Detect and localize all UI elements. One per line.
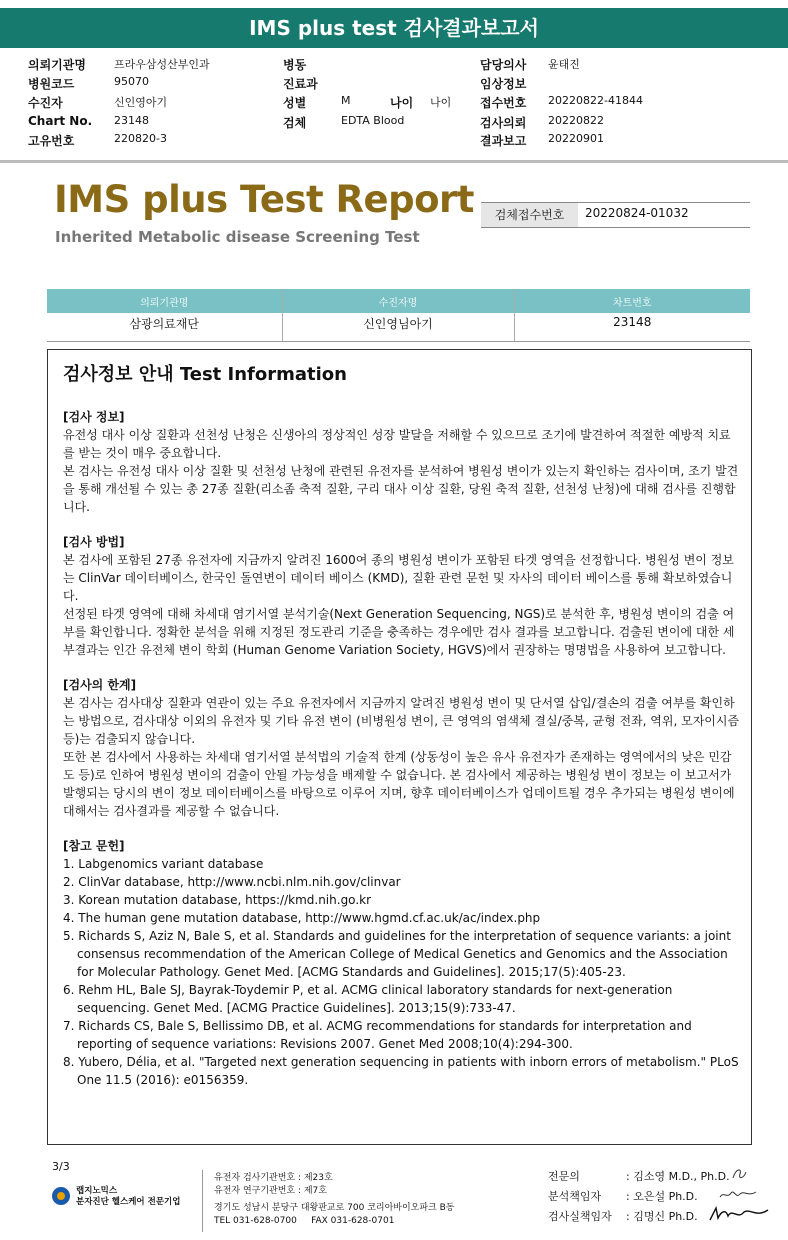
meta-row xyxy=(28,75,768,93)
section-references xyxy=(63,837,741,1089)
meta-row xyxy=(28,132,768,150)
list-item: 4. The human gene mutation database, http://www.hgmd.cf.ac.uk/ac/index.php xyxy=(63,911,541,925)
signer-row xyxy=(548,1187,730,1207)
page-number: 3/3 xyxy=(52,1160,70,1173)
signature-mark xyxy=(718,1187,758,1201)
signer-name: : 오은설 Ph.D. xyxy=(626,1190,698,1203)
section-paragraph: 선정된 타겟 영역에 대해 차세대 염기서열 분석기술(Next Generation Sequencing, NGS)로 분석한 후, 병원성 변이의 검출 여부를 확인합니다. 정확한 분석을 위해 지정된 정도관리 기준을 충족하는 경우에만 검사 결과를 보고합니다. 검출된 변이에 대한 세부결과는 인간 유전체 변이 학회 (Human Genome Variation Society, HGVS)에서 권장하는 명명법을 사용하여 보고합니다. xyxy=(63,607,735,657)
list-item: 3. Korean mutation database, https://kmd.nih.go.kr xyxy=(63,893,372,907)
meta-key: 병동 xyxy=(283,58,307,72)
company-address xyxy=(214,1202,454,1228)
license-line: 유전자 연구기관번호 : 제7호 xyxy=(214,1186,327,1196)
section-paragraph: 본 검사는 유전성 대사 이상 질환 및 선천성 난청에 관련된 유전자를 분석하여 병원성 변이가 있는지 확인하는 검사이며, 조기 발견을 통해 개선될 수 있는 총 27종 질환(리소좀 축적 질환, 구리 대사 이상 질환, 당원 축적 질환, 선천성 난청)에 대해 검사를 진행합니다. xyxy=(63,464,739,514)
list-item: 8. Yubero, Délia, et al. "Targeted next generation sequencing in patients with inborn errors of metabolism." PLoS One 11.5 (2016): e0156359. xyxy=(63,1055,739,1087)
meta-value: 20220822 xyxy=(548,114,604,127)
logo-text xyxy=(76,1186,180,1208)
meta-value: 20220901 xyxy=(548,132,604,145)
signer-row xyxy=(548,1207,730,1227)
address-line: 경기도 성남시 분당구 대왕판교로 700 코리아바이오파크 B동 xyxy=(214,1203,455,1213)
meta-key: 진료과 xyxy=(283,77,318,91)
section-paragraph: 본 검사에 포함된 27종 유전자에 지금까지 알려진 1600여 종의 병원성 변이가 포함된 타겟 영역을 선정합니다. 병원성 변이 정보는 ClinVar 데이터베이스, 한국인 돌연변이 데이터 베이스 (KMD), 질환 관련 문헌 및 자사의 데이터 베이스를 통해 확보하였습니다. xyxy=(63,553,734,603)
section-paragraph: 유전성 대사 이상 질환과 선천성 난청은 신생아의 정상적인 성장 발달을 저해할 수 있으므로 조기에 발견하여 적절한 예방적 치료를 받는 것이 매우 중요합니다. xyxy=(63,428,731,460)
phone-number: TEL 031-628-0700 xyxy=(214,1216,297,1226)
meta-key: 담당의사 xyxy=(480,58,527,72)
logo-line: 분자진단 헬스케어 전문기업 xyxy=(76,1197,181,1207)
accept-number-box xyxy=(481,202,750,228)
meta-row xyxy=(28,56,768,74)
header-divider xyxy=(0,160,788,163)
order-metadata xyxy=(28,56,768,152)
company-logo xyxy=(52,1184,192,1210)
meta-row xyxy=(28,114,768,132)
section-paragraph: 또한 본 검사에서 사용하는 차세대 염기서열 분석법의 기술적 한계 (상동성이 높은 유사 유전자가 존재하는 영역에서의 낮은 민감도 등)로 인하여 병원성 변이의 검출이 안될 가능성을 배제할 수 없습니다. 본 검사에서 제공하는 병원성 변이 정보는 이 보고서가 발행되는 당시의 변이 정보 데이터베이스를 바탕으로 이루어 지며, 향후 데이터베이스가 업데이트될 경우 추가되는 병원성 변이에 대해서는 검사결과를 제공할 수 없습니다. xyxy=(63,750,735,818)
info-heading: 검사정보 안내 Test Information xyxy=(63,364,347,385)
section-test-method xyxy=(63,533,741,659)
meta-value: 23148 xyxy=(114,114,149,127)
meta-key: 검체 xyxy=(283,116,307,130)
table-cell: 신인영님아기 xyxy=(282,313,514,341)
signatories xyxy=(548,1167,730,1227)
section-title: [참고 문헌] xyxy=(63,839,125,853)
report-banner-title: IMS plus test 검사결과보고서 xyxy=(0,8,788,48)
reference-list xyxy=(63,855,741,1089)
signer-role: 검사실책임자 xyxy=(548,1210,612,1223)
section-test-limits xyxy=(63,676,741,820)
section-title: [검사의 한계] xyxy=(63,678,137,692)
test-information-box xyxy=(47,349,752,1145)
accept-number-label: 검체접수번호 xyxy=(481,203,578,227)
patient-table-header xyxy=(47,289,750,313)
list-item: 1. Labgenomics variant database xyxy=(63,857,264,871)
report-subtitle: Inherited Metabolic disease Screening Test xyxy=(55,228,420,246)
contact-line xyxy=(214,1215,454,1228)
patient-table xyxy=(47,289,750,342)
meta-value: 220820-3 xyxy=(114,132,167,145)
meta-value: 윤태진 xyxy=(548,58,580,71)
meta-key: 임상정보 xyxy=(480,77,527,91)
column-header: 의뢰기관명 xyxy=(47,289,282,313)
signer-role: 분석책임자 xyxy=(548,1190,602,1203)
column-header: 차트번호 xyxy=(514,289,750,313)
list-item: 6. Rehm HL, Bale SJ, Bayrak-Toydemir P, et al. ACMG clinical laboratory standards for next-generation sequencing. Genet Med. [ACMG Practice Guidelines]. 2013;15(9):733-47. xyxy=(63,983,673,1015)
accept-number-value: 20220824-01032 xyxy=(585,206,689,220)
meta-key: 접수번호 xyxy=(480,96,527,110)
signer-name: : 김소영 M.D., Ph.D. xyxy=(626,1170,730,1183)
column-header: 수진자명 xyxy=(282,289,514,313)
list-item: 2. ClinVar database, http://www.ncbi.nlm.nih.gov/clinvar xyxy=(63,875,401,889)
meta-value: EDTA Blood xyxy=(341,114,405,127)
meta-value: M xyxy=(341,94,351,107)
signer-name: : 김명신 Ph.D. xyxy=(626,1210,698,1223)
table-cell: 23148 xyxy=(514,313,750,341)
table-cell: 삼광의료재단 xyxy=(47,313,282,341)
list-item: 5. Richards S, Aziz N, Bale S, et al. Standards and guidelines for the interpretation of sequence variants: a joint consensus recommendation of the American College of Medical Genetics and Genomics and the Association for Molecular Pathology. Genet Med. [ACMG Standards and Guidelines]. 2015;17(5):405-23. xyxy=(63,929,731,979)
signature-mark xyxy=(730,1166,748,1182)
footer-divider xyxy=(202,1170,203,1232)
meta-value: 95070 xyxy=(114,75,149,88)
meta-key: 성별 xyxy=(283,96,307,110)
meta-key: 의뢰기관명 xyxy=(28,58,86,72)
fax-number: FAX 031-628-0701 xyxy=(311,1216,395,1226)
logo-icon xyxy=(52,1187,70,1205)
meta-value: 나이 xyxy=(430,96,452,109)
page-footer xyxy=(0,1160,788,1240)
logo-line: 랩지노믹스 xyxy=(76,1186,118,1196)
signature-mark xyxy=(708,1204,770,1224)
report-title: IMS plus Test Report xyxy=(54,178,474,221)
meta-key: 나이 xyxy=(390,96,414,110)
section-paragraph: 본 검사는 검사대상 질환과 연관이 있는 주요 유전자에서 지금까지 알려진 병원성 변이 및 단서열 삽입/결손의 검출 여부를 확인하는 방법으로, 검사대상 이외의 유전자 및 기타 유전 변이 (비병원성 변이, 큰 영역의 염색체 결실/중복, 균형 전좌, 역위, 모자이시즘 등)는 검출되지 않습니다. xyxy=(63,696,740,746)
meta-key: 수진자 xyxy=(28,96,63,110)
section-title: [검사 방법] xyxy=(63,535,125,549)
meta-key: 검사의뢰 xyxy=(480,116,527,130)
license-line: 유전자 검사기관번호 : 제23호 xyxy=(214,1173,333,1183)
meta-row xyxy=(28,94,768,112)
meta-value: 20220822-41844 xyxy=(548,94,643,107)
meta-key: Chart No. xyxy=(28,114,93,128)
meta-value: 신인영아기 xyxy=(114,96,168,109)
meta-value: 프라우삼성산부인과 xyxy=(114,58,210,71)
signer-role: 전문의 xyxy=(548,1170,580,1183)
meta-key: 병원코드 xyxy=(28,77,75,91)
section-title: [검사 정보] xyxy=(63,410,125,424)
table-row xyxy=(47,313,750,341)
meta-key: 결과보고 xyxy=(480,134,527,148)
meta-key: 고유번호 xyxy=(28,134,75,148)
list-item: 7. Richards CS, Bale S, Bellissimo DB, et al. ACMG recommendations for standards for interpretation and reporting of sequence variations: Revisions 2007. Genet Med 2008;10(4):294-300. xyxy=(63,1019,692,1051)
signer-row xyxy=(548,1167,730,1187)
section-test-info xyxy=(63,408,741,516)
license-numbers xyxy=(214,1172,333,1198)
